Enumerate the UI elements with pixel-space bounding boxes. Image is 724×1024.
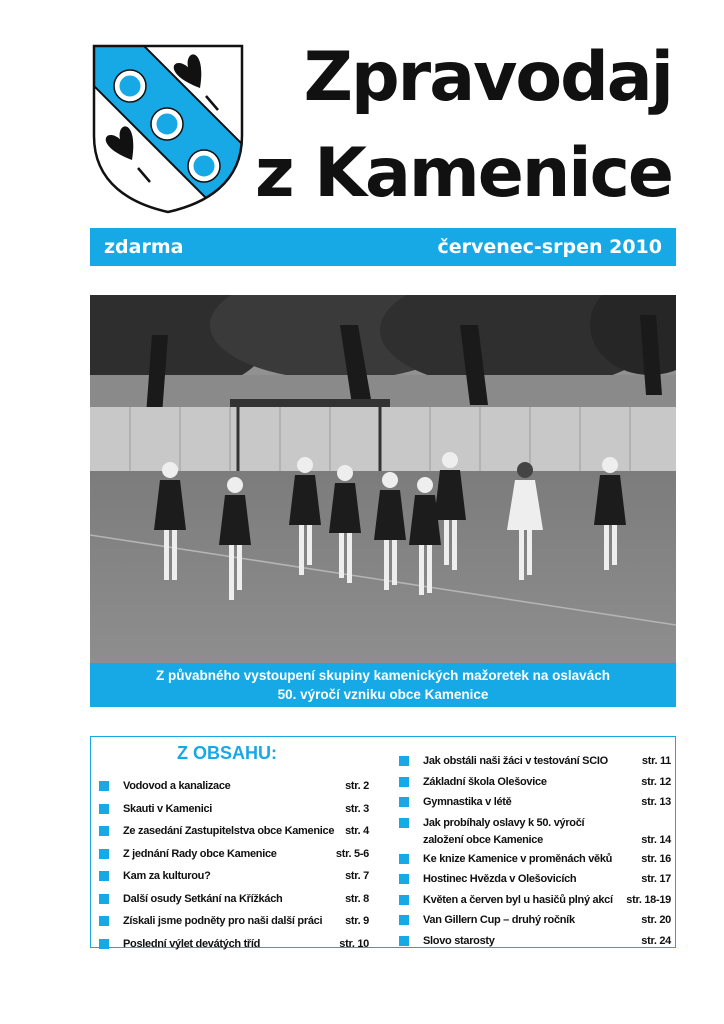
toc-item[interactable] bbox=[399, 751, 671, 772]
toc-item[interactable] bbox=[99, 798, 369, 821]
table-of-contents bbox=[90, 736, 676, 948]
toc-item[interactable] bbox=[99, 888, 369, 911]
toc-item-title: Gymnastika v létě bbox=[423, 796, 512, 808]
toc-item-title: Ze zasedání Zastupitelstva obce Kamenice bbox=[123, 825, 335, 837]
coat-of-arms-logo bbox=[92, 44, 244, 214]
toc-item[interactable] bbox=[399, 869, 671, 890]
masthead-title-line1: Zpravodaj bbox=[303, 38, 672, 117]
square-bullet-icon bbox=[99, 804, 109, 814]
square-bullet-icon bbox=[399, 915, 409, 925]
toc-left-column bbox=[99, 775, 369, 955]
toc-item-title: Jak probíhaly oslavy k 50. výročí založení obce Kamenice bbox=[423, 816, 585, 846]
toc-item-page: str. 3 bbox=[345, 802, 369, 815]
toc-item-page: str. 4 bbox=[345, 825, 369, 837]
toc-item[interactable] bbox=[99, 910, 369, 933]
square-bullet-icon bbox=[99, 871, 109, 881]
toc-item-page: str. 13 bbox=[641, 796, 671, 808]
toc-item[interactable] bbox=[99, 843, 369, 866]
square-bullet-icon bbox=[399, 818, 409, 828]
square-bullet-icon bbox=[399, 895, 409, 905]
issue-date: červenec-srpen 2010 bbox=[437, 236, 662, 258]
photo-caption-line2: 50. výročí vzniku obce Kamenice bbox=[277, 687, 489, 702]
toc-item[interactable] bbox=[99, 865, 369, 888]
cover-photo bbox=[90, 295, 676, 663]
square-bullet-icon bbox=[399, 777, 409, 787]
toc-item-title: Van Gillern Cup – druhý ročník bbox=[423, 914, 575, 926]
toc-item-page: str. 16 bbox=[641, 852, 671, 865]
square-bullet-icon bbox=[99, 781, 109, 791]
photo-caption bbox=[90, 663, 676, 707]
square-bullet-icon bbox=[99, 939, 109, 949]
toc-item[interactable] bbox=[399, 849, 671, 870]
toc-item[interactable] bbox=[399, 931, 671, 952]
toc-item-title: Z jednání Rady obce Kamenice bbox=[123, 847, 277, 860]
toc-item[interactable] bbox=[399, 772, 671, 793]
square-bullet-icon bbox=[99, 916, 109, 926]
toc-item-page: str. 14 bbox=[641, 833, 671, 846]
toc-item-title: Základní škola Olešovice bbox=[423, 775, 547, 788]
toc-item-page: str. 8 bbox=[345, 892, 369, 905]
toc-item[interactable] bbox=[99, 775, 369, 798]
square-bullet-icon bbox=[99, 849, 109, 859]
masthead-title-line2: z Kamenice bbox=[255, 134, 672, 213]
toc-item-title: Kam za kulturou? bbox=[123, 870, 211, 882]
issue-band bbox=[90, 228, 676, 266]
toc-item-page: str. 2 bbox=[345, 780, 369, 792]
toc-item[interactable] bbox=[399, 813, 671, 849]
toc-item-title: Hostinec Hvězda v Olešovicích bbox=[423, 873, 577, 885]
toc-item-title: Vodovod a kanalizace bbox=[123, 780, 231, 792]
price-label: zdarma bbox=[104, 236, 184, 258]
toc-item-title: Jak obstáli naši žáci v testování SCIO bbox=[423, 755, 608, 767]
toc-item-page: str. 17 bbox=[641, 873, 671, 885]
toc-item-page: str. 5-6 bbox=[335, 847, 369, 860]
square-bullet-icon bbox=[399, 797, 409, 807]
toc-title: Z OBSAHU: bbox=[177, 743, 277, 763]
square-bullet-icon bbox=[399, 854, 409, 864]
toc-item[interactable] bbox=[99, 820, 369, 843]
toc-item-title: Slovo starosty bbox=[423, 934, 495, 947]
toc-item-title: Ke knize Kamenice v proměnách věků bbox=[423, 852, 613, 865]
toc-item-page: str. 11 bbox=[641, 755, 671, 767]
toc-item[interactable] bbox=[99, 933, 369, 956]
toc-item-page: str. 24 bbox=[641, 934, 671, 947]
square-bullet-icon bbox=[399, 936, 409, 946]
toc-item-page: str. 12 bbox=[641, 775, 671, 788]
toc-item-title: Získali jsme podněty pro naši další práci bbox=[123, 915, 323, 927]
square-bullet-icon bbox=[99, 826, 109, 836]
toc-item-page: str. 7 bbox=[345, 870, 369, 882]
toc-item-title: Skauti v Kamenici bbox=[123, 802, 213, 815]
square-bullet-icon bbox=[99, 894, 109, 904]
toc-item-title: Poslední výlet devátých tříd bbox=[123, 937, 261, 950]
toc-item-page: str. 18-19 bbox=[626, 893, 671, 906]
toc-item-title: Další osudy Setkání na Křížkách bbox=[123, 892, 283, 905]
toc-item[interactable] bbox=[399, 910, 671, 931]
toc-item[interactable] bbox=[399, 890, 671, 911]
toc-item-page: str. 10 bbox=[339, 937, 369, 950]
toc-right-column bbox=[399, 751, 671, 951]
square-bullet-icon bbox=[399, 874, 409, 884]
toc-item-page: str. 9 bbox=[345, 915, 369, 927]
toc-item[interactable] bbox=[399, 792, 671, 813]
toc-item-page: str. 20 bbox=[641, 914, 671, 926]
square-bullet-icon bbox=[399, 756, 409, 766]
photo-caption-line1: Z půvabného vystoupení skupiny kamenických mažoretek na oslavách bbox=[156, 668, 610, 683]
toc-item-title: Květen a červen byl u hasičů plný akcí bbox=[423, 893, 613, 906]
